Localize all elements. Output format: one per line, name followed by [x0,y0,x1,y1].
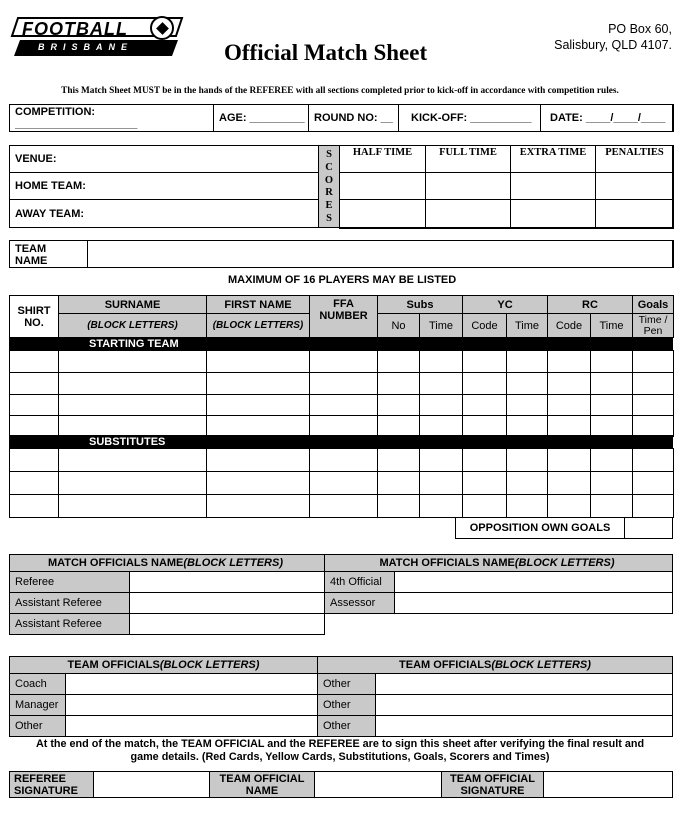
match-official-input[interactable] [394,571,673,593]
player-cell[interactable] [462,448,507,472]
player-cell[interactable] [506,415,548,437]
max-players-note: MAXIMUM OF 16 PLAYERS MAY BE LISTED [228,274,457,286]
player-cell[interactable] [462,471,507,495]
player-cell[interactable] [547,448,591,472]
player-cell[interactable] [590,394,633,416]
score-input[interactable] [595,172,674,200]
player-cell[interactable] [632,415,674,437]
team-name-label: TEAM NAME [9,240,88,268]
competition-field[interactable] [9,104,214,132]
player-cell[interactable] [506,350,548,373]
venue-block [9,145,673,228]
player-cell[interactable] [9,415,59,437]
player-cell[interactable] [547,471,591,495]
player-cell[interactable] [547,394,591,416]
rc-time-header: Time [590,313,633,338]
player-cell[interactable] [309,471,378,495]
score-input[interactable] [425,172,511,200]
player-cell[interactable] [377,494,420,518]
player-cell[interactable] [309,394,378,416]
surname-header: SURNAME [58,295,207,314]
player-cell[interactable] [506,494,548,518]
team-name-input[interactable] [87,240,674,268]
subs-time-header: Time [419,313,463,338]
player-cell[interactable] [590,372,633,395]
address-line-2: Salisbury, QLD 4107. [554,38,672,52]
player-cell[interactable] [632,350,674,373]
substitutes-bar: SUBSTITUTES [9,435,673,449]
notice-text: This Match Sheet MUST be in the hands of the REFEREE with all sections completed prior to kick-off in accordance with competition rules. [61,86,619,96]
score-input[interactable] [339,172,426,200]
yc-header: YC [462,295,548,314]
score-col-0: HALF TIME [339,145,426,173]
logo-text: FOOTBALL [22,19,128,39]
shirt-header: SHIRT NO. [9,295,59,338]
player-cell[interactable] [547,494,591,518]
player-cell[interactable] [462,350,507,373]
score-input[interactable] [339,199,426,229]
team-official-name-label: TEAM OFFICIAL NAME [209,771,315,798]
player-cell[interactable] [462,415,507,437]
score-input[interactable] [595,199,674,229]
player-cell[interactable] [58,394,207,416]
team-official-input[interactable] [375,673,673,695]
player-cell[interactable] [590,415,633,437]
page-title: Official Match Sheet [224,40,428,65]
round-label: ROUND NO: __ [314,112,393,124]
team-official-label: Manager [9,694,66,716]
player-cell[interactable] [590,448,633,472]
player-cell[interactable] [377,471,420,495]
player-cell[interactable] [309,415,378,437]
player-cell[interactable] [462,394,507,416]
date-field[interactable] [540,104,674,132]
player-cell[interactable] [58,448,207,472]
team-name-row [9,240,673,268]
round-field[interactable] [308,104,399,132]
venue-field[interactable] [9,145,319,173]
opposition-own-goals-input[interactable] [624,517,673,539]
player-cell[interactable] [590,494,633,518]
player-cell[interactable] [58,372,207,395]
player-cell[interactable] [206,494,310,518]
scores-vertical-label: S C O R E S [318,145,340,228]
referee-signature-input[interactable] [93,771,210,798]
footer-note-2: game details. (Red Cards, Yellow Cards, Substitutions, Goals, Scorers and Times) [130,751,550,763]
player-cell[interactable] [58,494,207,518]
match-official-label: Assistant Referee [9,592,130,614]
player-cell[interactable] [9,471,59,495]
player-cell[interactable] [206,350,310,373]
player-cell[interactable] [9,372,59,395]
home-team-label: HOME TEAM: [15,180,86,192]
match-official-input[interactable] [129,613,325,635]
team-officials-right-header: TEAM OFFICIALS (BLOCK LETTERS) [317,656,673,674]
starting-team-bar: STARTING TEAM [9,337,673,351]
player-cell[interactable] [206,372,310,395]
score-input[interactable] [510,199,596,229]
player-cell[interactable] [206,394,310,416]
subs-header: Subs [377,295,463,314]
player-cell[interactable] [632,372,674,395]
age-field[interactable] [213,104,309,132]
team-official-input[interactable] [65,715,318,737]
team-official-name-input[interactable] [314,771,442,798]
footer-note-1: At the end of the match, the TEAM OFFICIAL and the REFEREE are to sign this sheet after verifying the final result and [35,738,645,750]
player-cell[interactable] [9,394,59,416]
player-cell[interactable] [506,372,548,395]
player-cell[interactable] [547,415,591,437]
rc-code-header: Code [547,313,591,338]
team-official-label: Other [317,715,376,737]
players-table [9,295,673,518]
score-col-2: EXTRA TIME [510,145,596,173]
kickoff-label: KICK-OFF: __________ [411,112,532,124]
match-official-input[interactable] [394,592,673,614]
away-team-field[interactable] [9,199,319,228]
competition-label: COMPETITION: ____________________ [15,106,138,130]
yc-time-header: Time [506,313,548,338]
match-official-input[interactable] [129,571,325,593]
surname-sub-header: (BLOCK LETTERS) [58,313,207,338]
player-cell[interactable] [206,471,310,495]
player-cell[interactable] [632,448,674,472]
player-cell[interactable] [506,448,548,472]
match-official-label: Referee [9,571,130,593]
team-official-label: Other [317,673,376,695]
match-official-input[interactable] [129,592,325,614]
player-cell[interactable] [419,394,463,416]
goals-sub-header: Time / Pen [632,313,674,338]
yc-code-header: Code [462,313,507,338]
player-cell[interactable] [58,350,207,373]
venue-label: VENUE: [15,153,57,165]
score-input[interactable] [425,199,511,229]
player-cell[interactable] [419,494,463,518]
player-cell[interactable] [377,394,420,416]
team-official-input[interactable] [65,694,318,716]
player-cell[interactable] [58,415,207,437]
referee-signature-label: REFEREE SIGNATURE [9,771,94,798]
home-team-field[interactable] [9,172,319,200]
ffa-header: FFA NUMBER [309,295,378,338]
brand-logo [10,12,185,58]
subs-no-header: No [377,313,420,338]
age-label: AGE: _________ [219,112,305,124]
address-line-1: PO Box 60, [608,22,672,36]
team-official-label: Other [9,715,66,737]
score-col-3: PENALTIES [595,145,674,173]
player-cell[interactable] [377,448,420,472]
match-official-label: Assistant Referee [9,613,130,635]
player-cell[interactable] [309,448,378,472]
player-cell[interactable] [309,372,378,395]
team-officials-left-header: TEAM OFFICIALS (BLOCK LETTERS) [9,656,318,674]
player-cell[interactable] [590,471,633,495]
first-name-sub-header: (BLOCK LETTERS) [206,313,310,338]
team-official-label: Coach [9,673,66,695]
player-cell[interactable] [462,494,507,518]
player-cell[interactable] [309,494,378,518]
score-input[interactable] [510,172,596,200]
player-cell[interactable] [206,415,310,437]
player-cell[interactable] [547,350,591,373]
player-cell[interactable] [462,372,507,395]
away-team-label: AWAY TEAM: [15,207,85,220]
player-cell[interactable] [377,350,420,373]
match-officials-left-header: MATCH OFFICIALS NAME (BLOCK LETTERS) [9,554,325,572]
date-label: DATE: ____/____/____ [550,112,666,124]
player-cell[interactable] [590,350,633,373]
match-officials-right-header: MATCH OFFICIALS NAME (BLOCK LETTERS) [324,554,673,572]
player-cell[interactable] [547,372,591,395]
player-cell[interactable] [377,415,420,437]
team-official-label: Other [317,694,376,716]
player-cell[interactable] [419,350,463,373]
player-cell[interactable] [632,471,674,495]
player-cell[interactable] [9,350,59,373]
player-cell[interactable] [419,372,463,395]
player-cell[interactable] [9,448,59,472]
player-cell[interactable] [206,448,310,472]
player-cell[interactable] [419,415,463,437]
kickoff-field[interactable] [398,104,541,132]
goals-header: Goals [632,295,674,314]
team-official-signature-input[interactable] [543,771,673,798]
logo-subtext: BRISBANE [38,42,134,52]
player-cell[interactable] [506,471,548,495]
team-official-input[interactable] [65,673,318,695]
player-cell[interactable] [419,471,463,495]
match-official-label: 4th Official [324,571,395,593]
score-col-1: FULL TIME [425,145,511,173]
player-cell[interactable] [9,494,59,518]
rc-header: RC [547,295,633,314]
ball-icon [150,16,174,40]
team-official-signature-label: TEAM OFFICIAL SIGNATURE [441,771,544,798]
player-cell[interactable] [506,394,548,416]
player-cell[interactable] [632,494,674,518]
team-official-input[interactable] [375,694,673,716]
opposition-own-goals-label: OPPOSITION OWN GOALS [455,517,625,539]
player-cell[interactable] [632,394,674,416]
player-cell[interactable] [58,471,207,495]
player-cell[interactable] [309,350,378,373]
player-cell[interactable] [377,372,420,395]
player-cell[interactable] [419,448,463,472]
team-official-input[interactable] [375,715,673,737]
first-name-header: FIRST NAME [206,295,310,314]
competition-row [9,104,673,132]
match-official-label: Assessor [324,592,395,614]
